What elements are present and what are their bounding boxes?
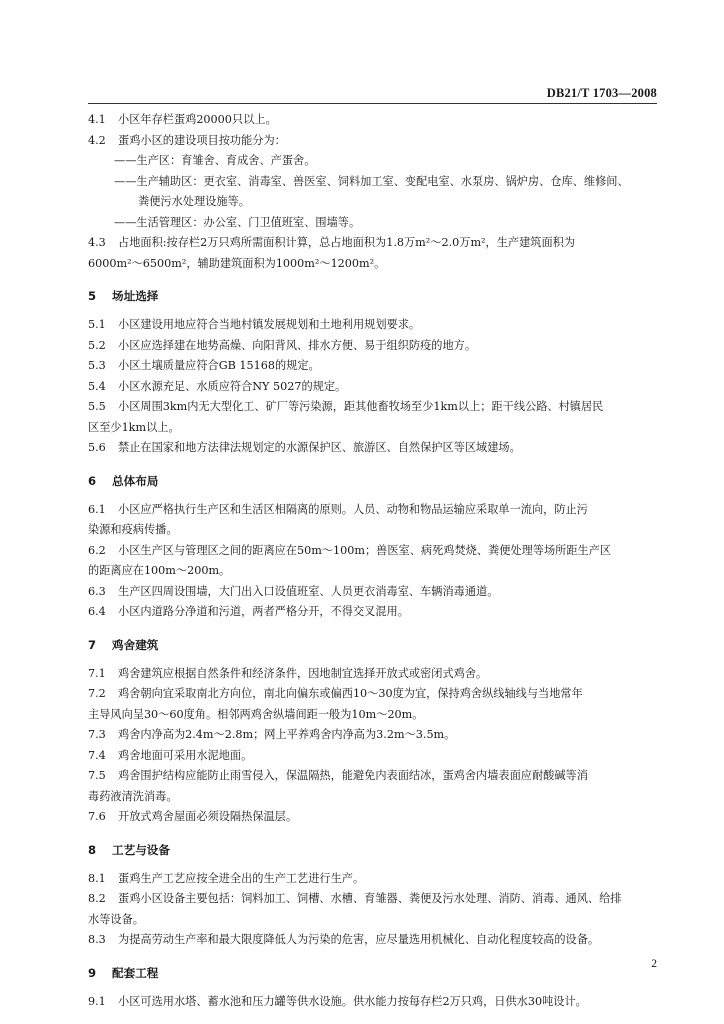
section-heading: [88, 840, 663, 860]
clause-text: 鸡舍建筑应根据自然条件和经济条件，因地制宜选择开放式或密闭式鸡舍。: [118, 666, 488, 680]
clause-text: 小区周围3km内无大型化工、矿厂等污染源，距其他畜牧场至少1km以上；距干线公路、村镇居民: [118, 400, 604, 413]
clause-line: [88, 725, 663, 746]
clause-number: 7.5: [88, 769, 106, 782]
clause-line: [88, 705, 663, 726]
clause-text: ——生活管理区：办公室、门卫值班室、围墙等。: [114, 215, 361, 229]
clause-text: 小区可选用水塔、蓄水池和压力罐等供水设施。供水能力按每存栏2万只鸡，日供水30吨设计。: [118, 994, 587, 1008]
clause-text: 小区年存栏蛋鸡20000只以上。: [118, 113, 277, 126]
clause-line: [88, 910, 663, 931]
section-number: 8: [88, 842, 97, 857]
clause-text: 蛋鸡生产工艺应按全进全出的生产工艺进行生产。: [118, 871, 365, 885]
clause-number: 9.1: [88, 994, 106, 1008]
clause-number: 8.3: [88, 933, 106, 946]
clause-number: 4.2: [88, 133, 106, 147]
clause-text: 蛋鸡小区设备主要包括：饲料加工、饲槽、水槽、育雏器、粪便及污水处理、消防、消毒、通风、给排: [118, 892, 622, 905]
clause-text: 小区建设用地应符合当地村镇发展规划和土地利用规划要求。: [118, 318, 421, 331]
clause-line: [88, 869, 663, 890]
clause-text: 鸡舍内净高为2.4m～2.8m；网上平养鸡舍内净高为3.2m～3.5m。: [118, 728, 456, 741]
clause-text: 小区生产区与管理区之间的距离应在50m～100m；兽医室、病死鸡焚烧、粪便处理等场所距生产区: [118, 543, 612, 557]
section-number: 5: [88, 289, 97, 303]
list-item: [88, 213, 663, 234]
clause-line: [88, 930, 663, 951]
clause-line: [88, 233, 663, 254]
clause-line: [88, 520, 663, 541]
clause-text: 生产区四周设围墙，大门出入口设值班室、人员更衣消毒室、车辆消毒通道。: [118, 584, 499, 598]
section-number: 6: [88, 473, 97, 488]
clause-line: [88, 377, 663, 398]
clause-line: [88, 787, 663, 808]
section-number: 9: [88, 965, 97, 980]
document-body: [88, 110, 663, 1012]
clause-text: 小区内道路分净道和污道，两者严格分开，不得交叉混用。: [118, 605, 409, 618]
clause-text: 蛋鸡小区的建设项目按功能分为：: [118, 133, 286, 147]
clause-text: 小区土壤质量应符合GB 15168的规定。: [118, 359, 320, 372]
section-title: 配套工程: [112, 965, 159, 980]
clause-line: [88, 561, 663, 582]
clause-text: ——生产区：育雏舍、育成舍、产蛋舍。: [114, 154, 316, 167]
clause-text: 鸡舍围护结构应能防止雨雪侵入，保温隔热，能避免内表面结冰，蛋鸡舍内墙表面应耐酸碱等消: [118, 769, 588, 782]
clause-number: 5.3: [88, 359, 106, 372]
section-heading: [88, 635, 663, 655]
clause-line: [88, 582, 663, 603]
section-heading: [88, 963, 663, 983]
clause-number: 7.6: [88, 810, 106, 823]
clause-text: 粪便污水处理设施等。: [138, 195, 250, 208]
clause-text: 开放式鸡舍屋面必须设隔热保温层。: [118, 810, 298, 823]
clause-text: 主导风向呈30～60度角。相邻两鸡舍纵墙间距一般为10m～20m。: [88, 707, 424, 721]
clause-number: 6.1: [88, 502, 106, 516]
clause-number: 5.4: [88, 379, 106, 393]
clause-line: [88, 746, 663, 767]
clause-number: 4.3: [88, 236, 106, 249]
clause-line: [88, 602, 663, 623]
clause-line: [88, 807, 663, 828]
clause-number: 5.5: [88, 400, 106, 413]
clause-line: [88, 192, 663, 213]
clause-line: [88, 500, 663, 521]
clause-number: 7.3: [88, 728, 106, 741]
clause-text: 鸡舍地面可采用水泥地面。: [118, 748, 253, 762]
clause-number: 4.1: [88, 113, 106, 126]
clause-line: [88, 356, 663, 377]
clause-text: 小区水源充足、水质应符合NY 5027的规定。: [118, 379, 347, 393]
section-title: 工艺与设备: [112, 842, 170, 857]
clause-number: 5.6: [88, 441, 106, 454]
clause-line: [88, 992, 663, 1013]
section-title: 鸡舍建筑: [112, 637, 159, 652]
page-number: 2: [651, 958, 657, 970]
clause-text: 小区应严格执行生产区和生活区相隔离的原则。人员、动物和物品运输应采取单一流向，防止污: [118, 502, 588, 516]
clause-line: [88, 684, 663, 705]
clause-text: 鸡舍朝向宜采取南北方向位，南北向偏东或偏西10～30度为宜，保持鸡舍纵线轴线与当地常年: [118, 687, 583, 700]
list-item: [88, 151, 663, 172]
clause-text: 区至少1km以上。: [88, 420, 180, 434]
clause-line: [88, 766, 663, 787]
clause-line: [88, 889, 663, 910]
header-rule: [88, 103, 657, 104]
list-item: [88, 172, 663, 193]
clause-line: [88, 541, 663, 562]
clause-number: 7.1: [88, 666, 106, 680]
clause-line: [88, 254, 663, 275]
clause-line: [88, 397, 663, 418]
section-number: 7: [88, 637, 97, 652]
clause-text: 的距离应在100m～200m。: [88, 564, 231, 577]
clause-number: 6.2: [88, 543, 106, 557]
clause-text: 染源和疫病传播。: [88, 523, 178, 536]
section-heading: [88, 286, 663, 306]
clause-line: [88, 110, 663, 131]
clause-text: 为提高劳动生产率和最大限度降低人为污染的危害，应尽量选用机械化、自动化程度较高的设备。: [118, 933, 600, 946]
section-heading: [88, 471, 663, 491]
clause-line: [88, 336, 663, 357]
clause-text: 小区应选择建在地势高燥、向阳背风、排水方便、易于组织防疫的地方。: [118, 338, 477, 352]
clause-text: 占地面积:按存栏2万只鸡所需面积计算，总占地面积为1.8万m²～2.0万m²，生产建筑面积为: [118, 236, 576, 249]
clause-text: 6000m²～6500m²，辅助建筑面积为1000m²～1200m²。: [88, 256, 386, 270]
clause-line: [88, 438, 663, 459]
clause-number: 8.2: [88, 892, 106, 905]
clause-text: ——生产辅助区：更衣室、消毒室、兽医室、饲料加工室、变配电室、水泵房、锅炉房、仓库、维修间、: [114, 174, 629, 188]
clause-number: 7.4: [88, 748, 106, 762]
standard-code: DB21/T 1703—2008: [546, 86, 657, 100]
clause-line: [88, 418, 663, 439]
section-title: 场址选择: [112, 289, 159, 303]
clause-text: 禁止在国家和地方法律法规划定的水源保护区、旅游区、自然保护区等区域建场。: [118, 441, 521, 454]
clause-number: 7.2: [88, 687, 106, 700]
clause-number: 6.3: [88, 584, 106, 598]
clause-number: 6.4: [88, 605, 106, 618]
clause-text: 水等设备。: [88, 912, 144, 926]
clause-text: 毒药液清洗消毒。: [88, 789, 178, 803]
clause-line: [88, 131, 663, 152]
clause-number: 8.1: [88, 871, 106, 885]
clause-line: [88, 315, 663, 336]
clause-number: 5.2: [88, 338, 106, 352]
clause-line: [88, 664, 663, 685]
clause-number: 5.1: [88, 318, 106, 331]
section-title: 总体布局: [112, 473, 159, 488]
